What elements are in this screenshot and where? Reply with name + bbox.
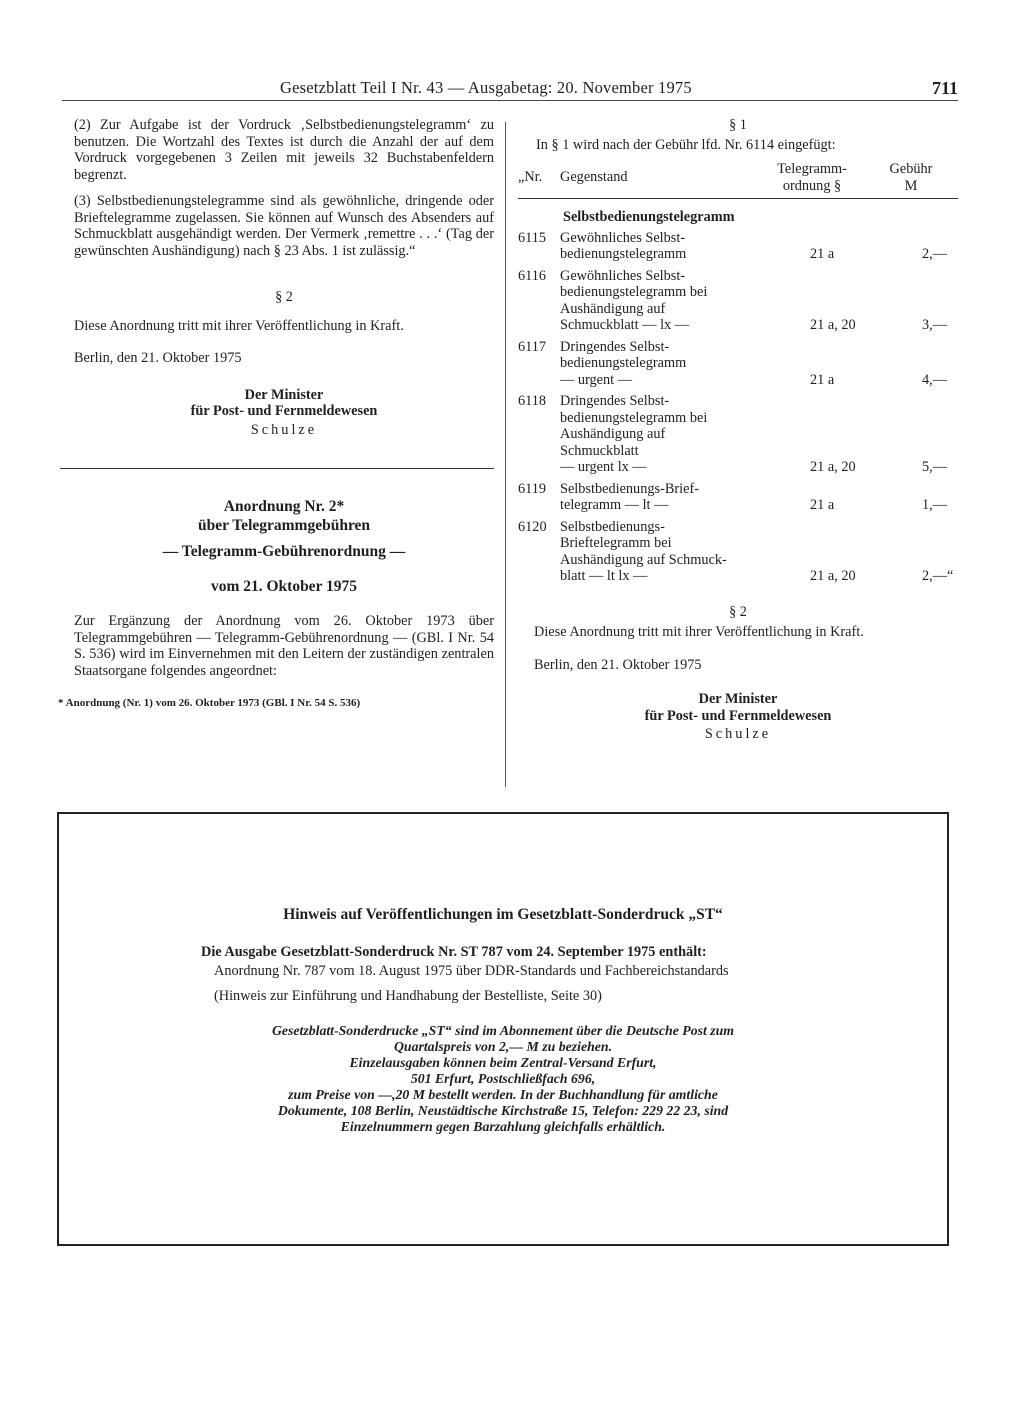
row-telegram-section: 21 a <box>810 246 835 262</box>
section-1-intro: In § 1 wird nach der Gebühr lfd. Nr. 6114 eingefügt: <box>536 136 836 153</box>
col-header-fee-line2: M <box>904 177 918 194</box>
row-item-line: blatt — lt lx — <box>560 568 648 584</box>
ordinance-title-2: über Telegrammgebühren <box>197 516 371 534</box>
section-2-heading-right: § 2 <box>729 603 747 620</box>
notice-contents-2: (Hinweis zur Einführung und Handhabung der Bestelliste, Seite 30) <box>214 987 602 1004</box>
row-fee: 1,— <box>922 497 948 513</box>
subscription-line-6: Dokumente, 108 Berlin, Neustädtische Kirchstraße 15, Telefon: 229 22 23, sind <box>277 1102 729 1118</box>
row-item-line: Selbstbedienungs-Brief- <box>560 480 699 497</box>
row-item <box>560 393 772 481</box>
table-row <box>518 230 958 268</box>
row-number: 6120 <box>518 518 547 535</box>
row-item-line: bedienungstelegramm <box>560 355 687 371</box>
section-2-heading: § 2 <box>275 289 293 305</box>
row-item-line: telegramm — lt — <box>560 497 669 513</box>
row-item <box>560 519 772 590</box>
table-header <box>518 161 958 199</box>
row-fee: 2,—“ <box>922 568 954 584</box>
row-item-line: — urgent — <box>560 371 633 388</box>
paragraph-2: (2) Zur Aufgabe ist der Vordruck ‚Selbstbedienungstelegramm‘ zu benutzen. Die Wortzahl des Textes ist durch die Anzahl der auf dem Vordruck vorgegebenen 3 Zeilen mit jeweils 32 Buchstabenfeldern begrenzt. <box>74 117 494 183</box>
row-item <box>560 268 772 339</box>
header-title: Gesetzblatt Teil I Nr. 43 — Ausgabetag: 20. November 1975 <box>280 78 692 97</box>
row-telegram-section: 21 a <box>810 371 835 388</box>
row-item-line: bedienungstelegramm <box>560 246 687 262</box>
subscription-line-3: Einzelausgaben können beim Zentral-Versand Erfurt, <box>349 1054 657 1070</box>
table-row <box>518 339 958 394</box>
signer-title-1-right: Der Minister <box>698 691 778 707</box>
row-number: 6115 <box>518 229 547 246</box>
row-item-line: bedienungstelegramm bei <box>560 284 708 300</box>
ordinance-title-3: — Telegramm-Gebührenordnung — <box>162 543 406 560</box>
row-telegram-section: 21 a <box>810 497 835 513</box>
notice-heading: Hinweis auf Veröffentlichungen im Gesetzblatt-Sonderdruck „ST“ <box>283 906 723 923</box>
signer-title-2: für Post- und Fernmeldewesen <box>190 403 378 419</box>
row-number: 6117 <box>518 338 547 355</box>
row-item-line: Brieftelegramm bei <box>560 535 672 551</box>
row-item-line: Gewöhnliches Selbst- <box>560 267 686 284</box>
row-fee: 2,— <box>922 246 948 262</box>
ordinance-title-1: Anordnung Nr. 2* <box>223 498 345 515</box>
table-row <box>518 393 958 481</box>
place-date-right: Berlin, den 21. Oktober 1975 <box>534 656 702 673</box>
row-item <box>560 230 772 268</box>
col-header-tg-line2: ordnung § <box>782 177 842 194</box>
table-row <box>518 268 958 339</box>
signer-title-2-right: für Post- und Fernmeldewesen <box>644 707 832 724</box>
section-1-heading: § 1 <box>729 117 747 133</box>
notice-contents-1: Anordnung Nr. 787 vom 18. August 1975 über DDR-Standards und Fachbereichstandards <box>214 963 729 979</box>
row-item-line: Selbstbedienungs- <box>560 518 665 535</box>
row-item-line: Dringendes Selbst- <box>560 393 670 409</box>
row-fee: 4,— <box>922 371 948 388</box>
row-item-line: Gewöhnliches Selbst- <box>560 229 686 246</box>
right-column <box>518 117 958 743</box>
subscription-line-1: Gesetzblatt-Sonderdrucke „ST“ sind im Abonnement über die Deutsche Post zum <box>271 1022 735 1038</box>
row-item-line: Aushändigung auf <box>560 300 666 317</box>
section-2-text: Diese Anordnung tritt mit ihrer Veröffentlichung in Kraft. <box>74 317 404 334</box>
footnote: * Anordnung (Nr. 1) vom 26. Oktober 1973 (GBl. I Nr. 54 S. 536) <box>58 697 361 709</box>
table-row <box>518 519 958 590</box>
row-fee: 5,— <box>922 459 948 475</box>
page-number: 711 <box>931 78 958 98</box>
col-header-fee <box>868 161 954 194</box>
section-2-text-right: Diese Anordnung tritt mit ihrer Veröffentlichung in Kraft. <box>534 624 864 640</box>
table-row <box>518 481 958 519</box>
section-rule <box>60 468 494 469</box>
row-number: 6116 <box>518 267 547 284</box>
row-telegram-section: 21 a, 20 <box>810 459 856 475</box>
page-header <box>62 76 958 101</box>
col-header-item: Gegenstand <box>560 169 628 185</box>
ordinance-intro: Zur Ergänzung der Anordnung vom 26. Oktober 1973 über Telegrammgebühren — Telegramm-Gebührenordnung — (GBl. I Nr. 54 S. 536) wird im Einvernehmen mit den Leitern der zuständigen zentralen Staatsorgane folgendes angeordnet: <box>74 613 494 679</box>
row-item-line: Aushändigung auf <box>560 426 666 442</box>
col-header-fee-line1: Gebühr <box>889 161 933 177</box>
row-item-line: Schmuckblatt — lx — <box>560 317 690 333</box>
subscription-line-7: Einzelnummern gegen Barzahlung gleichfalls erhältlich. <box>340 1118 666 1134</box>
left-column <box>58 117 494 712</box>
subscription-info <box>59 1023 947 1135</box>
row-item-line: — urgent lx — <box>560 459 647 475</box>
notice-box <box>57 812 949 1246</box>
row-fee: 3,— <box>922 317 948 333</box>
row-item <box>560 481 772 519</box>
row-number: 6119 <box>518 480 547 497</box>
paragraph-3: (3) Selbstbedienungstelegramme sind als gewöhnliche, dringende oder Brieftelegramme zugelassen. Sie können auf Wunsch des Absenders auf Schmuckblatt ausgehändigt werden. Der Vermerk ‚remettre . . .‘ (Tag der gewünschten Aushändigung) nach § 23 Abs. 1 ist zulässig.“ <box>74 193 494 259</box>
col-header-tg-line1: Telegramm- <box>777 161 847 177</box>
notice-issue-line: Die Ausgabe Gesetzblatt-Sonderdruck Nr. ST 787 vom 24. September 1975 enthält: <box>201 944 707 960</box>
row-item-line: Dringendes Selbst- <box>560 338 670 355</box>
row-telegram-section: 21 a, 20 <box>810 317 856 333</box>
row-item-line: Aushändigung auf Schmuck- <box>560 551 727 568</box>
subscription-line-2: Quartalspreis von 2,— M zu beziehen. <box>393 1038 613 1054</box>
subscription-line-4: 501 Erfurt, Postschließfach 696, <box>410 1070 596 1086</box>
row-item <box>560 339 772 394</box>
signer-name-right: Schulze <box>704 726 772 742</box>
row-item-line: Schmuckblatt <box>560 442 639 459</box>
fee-table <box>518 230 958 590</box>
table-group-heading: Selbstbedienungstelegramm <box>563 209 735 225</box>
subscription-line-5: zum Preise von —,20 M bestellt werden. In der Buchhandlung für amtliche <box>288 1086 718 1102</box>
place-date: Berlin, den 21. Oktober 1975 <box>74 350 242 366</box>
row-telegram-section: 21 a, 20 <box>810 568 856 584</box>
signer-name: Schulze <box>250 421 318 438</box>
row-item-line: bedienungstelegramm bei <box>560 409 708 426</box>
col-header-nr: „Nr. <box>518 169 543 185</box>
row-number: 6118 <box>518 393 547 409</box>
signer-title-1: Der Minister <box>244 386 324 403</box>
column-divider <box>505 122 506 787</box>
ordinance-date: vom 21. Oktober 1975 <box>210 577 358 595</box>
col-header-tg <box>756 161 868 194</box>
